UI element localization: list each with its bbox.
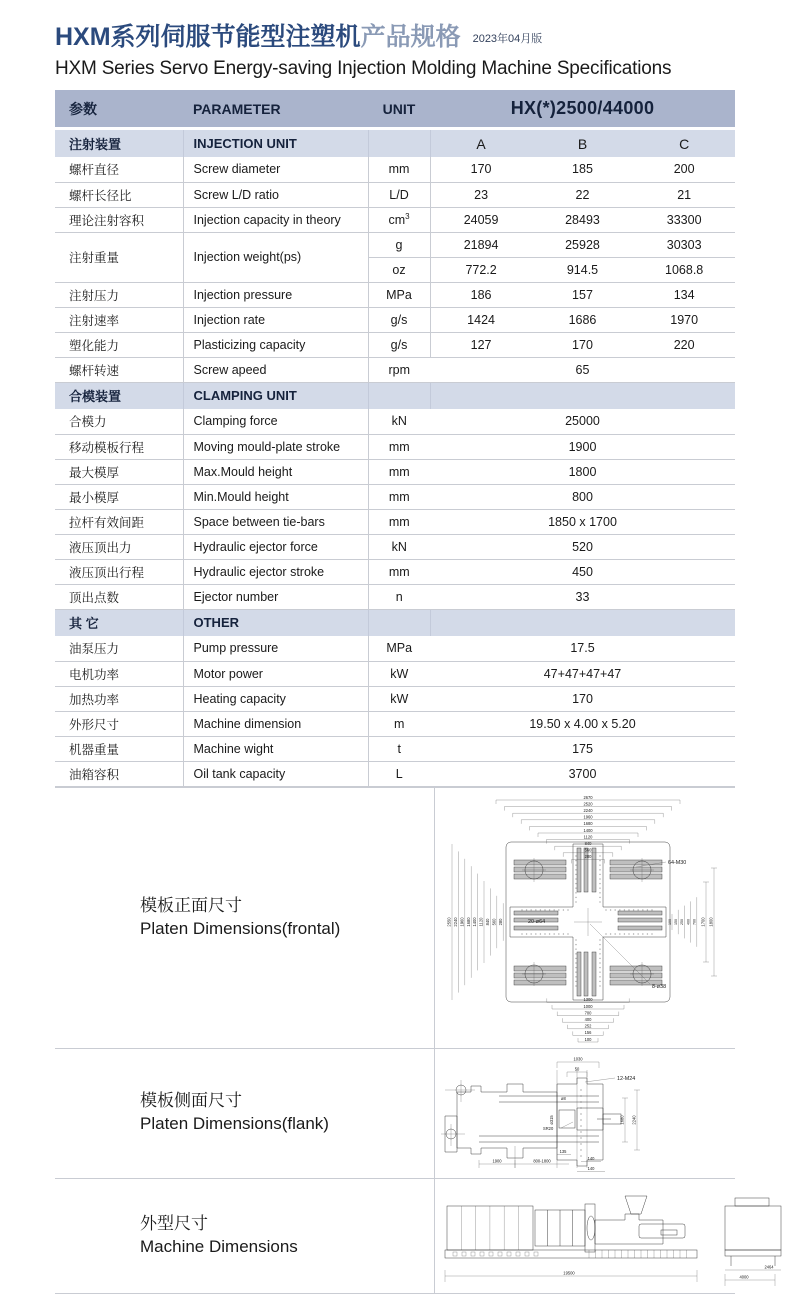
svg-text:1120: 1120 [584,834,594,839]
drawing-label-frontal [55,788,435,1048]
row-label-cn: 液压顶出行程 [55,559,183,584]
row-unit: g/s [368,307,430,332]
row-label-cn: 最大模厚 [55,459,183,484]
drawing-row-machine [55,1179,735,1294]
section-title-cn: 合模装置 [55,382,183,409]
row-value-merged: 1800 [430,459,735,484]
row-value-a: 186 [430,282,532,307]
row-unit: kW [368,686,430,711]
section-row [55,609,735,636]
row-unit: L/D [368,182,430,207]
row-label-cn: 移动模板行程 [55,434,183,459]
svg-text:156: 156 [585,1030,593,1035]
row-value-a: 1424 [430,307,532,332]
table-header-row [55,90,735,127]
row-label-cn: 电机功率 [55,661,183,686]
row-value-merged: 800 [430,484,735,509]
svg-text:800-1800: 800-1800 [533,1159,551,1164]
section-title-en: INJECTION UNIT [183,130,368,157]
row-value-a: 772.2 [430,257,532,282]
variant-label-c [633,382,735,409]
row-label-en: Ejector number [183,584,368,609]
svg-text:2670: 2670 [583,794,593,799]
row-value-a: 127 [430,332,532,357]
drawing-row-flank [55,1049,735,1179]
row-unit: m [368,711,430,736]
section-row [55,130,735,157]
header-unit: UNIT [368,90,430,127]
row-unit: mm [368,434,430,459]
drawing-label-machine-cn: 外型尺寸 [140,1213,434,1236]
svg-text:2550: 2550 [447,916,452,926]
drawing-frontal-platen [435,788,735,1048]
svg-text:700: 700 [585,1010,593,1015]
row-label-cn: 注射重量 [55,232,183,282]
row-label-cn: 合模力 [55,409,183,434]
svg-text:140: 140 [588,1166,596,1171]
section-unit-blank [368,609,430,636]
row-value-a: 24059 [430,207,532,232]
row-unit: MPa [368,282,430,307]
row-value-c: 30303 [633,232,735,257]
svg-text:1000: 1000 [583,1003,593,1008]
row-value-merged: 3700 [430,761,735,786]
row-label-cn: 外形尺寸 [55,711,183,736]
row-unit: MPa [368,636,430,661]
row-label-en: Oil tank capacity [183,761,368,786]
svg-text:100: 100 [585,1036,593,1041]
row-label-cn: 螺杆长径比 [55,182,183,207]
row-label-cn: 顶出点数 [55,584,183,609]
row-value-c: 134 [633,282,735,307]
table-row [55,282,735,307]
row-label-en: Hydraulic ejector force [183,534,368,559]
row-unit: mm [368,509,430,534]
row-value-merged: 19.50 x 4.00 x 5.20 [430,711,735,736]
row-unit: rpm [368,357,430,382]
row-unit: g/s [368,332,430,357]
drawing-label-frontal-cn: 模板正面尺寸 [140,895,434,918]
row-value-merged: 25000 [430,409,735,434]
row-label-en: Pump pressure [183,636,368,661]
drawing-label-flank [55,1049,435,1178]
row-unit: mm [368,459,430,484]
row-value-b: 28493 [532,207,634,232]
section-title-cn: 其 它 [55,609,183,636]
row-value-merged: 65 [430,357,735,382]
flank-platen-svg [439,1050,731,1176]
svg-text:2240: 2240 [583,808,593,813]
table-row [55,182,735,207]
table-row [55,686,735,711]
svg-text:280: 280 [585,854,593,859]
row-label-en: Motor power [183,661,368,686]
row-unit: t [368,736,430,761]
drawing-label-frontal-en: Platen Dimensions(frontal) [140,918,434,941]
title-chinese-main: HXM系列伺服节能型注塑机 [55,17,361,53]
row-label-cn: 油箱容积 [55,761,183,786]
svg-text:50: 50 [575,1067,580,1072]
svg-text:700: 700 [693,919,697,925]
svg-text:1900: 1900 [492,1159,502,1164]
variant-label-a: A [430,130,532,157]
drawing-label-flank-cn: 模板侧面尺寸 [140,1090,434,1113]
row-value-a: 23 [430,182,532,207]
svg-text:1700: 1700 [701,916,706,926]
svg-text:252: 252 [585,1023,593,1028]
row-unit: mm [368,157,430,182]
machine-dimensions-svg [439,1180,731,1292]
svg-text:1800: 1800 [709,916,714,926]
row-unit: mm [368,559,430,584]
row-unit: $cm^3$ [368,207,430,232]
row-value-c: 1068.8 [633,257,735,282]
row-value-merged: 1900 [430,434,735,459]
table-row [55,232,735,257]
svg-text:20-ø64: 20-ø64 [528,919,545,925]
row-label-cn: 注射压力 [55,282,183,307]
section-row [55,382,735,409]
drawing-machine-dimensions [435,1179,735,1293]
svg-text:1120: 1120 [479,916,484,926]
title-chinese-sub: 产品规格 [361,17,461,53]
row-label-cn: 拉杆有效间距 [55,509,183,534]
svg-text:560: 560 [491,917,496,925]
row-label-en: Injection capacity in theory [183,207,368,232]
svg-text:840: 840 [585,841,593,846]
row-unit: kN [368,409,430,434]
row-label-en: Clamping force [183,409,368,434]
row-unit: g [368,232,430,257]
table-row [55,761,735,786]
row-label-en: Space between tie-bars [183,509,368,534]
svg-text:2520: 2520 [583,801,593,806]
row-label-cn: 螺杆直径 [55,157,183,182]
row-value-b: 1686 [532,307,634,332]
table-row [55,736,735,761]
row-label-cn: 塑化能力 [55,332,183,357]
row-value-merged: 450 [430,559,735,584]
row-label-en: Plasticizing capacity [183,332,368,357]
row-label-en: Screw apeed [183,357,368,382]
variant-label-a [430,609,532,636]
drawing-label-machine [55,1179,435,1293]
table-row [55,307,735,332]
drawing-label-machine-en: Machine Dimensions [140,1236,434,1259]
row-label-cn: 最小模厚 [55,484,183,509]
svg-text:64-M30: 64-M30 [668,860,686,866]
row-value-merged: 17.5 [430,636,735,661]
svg-text:SR20: SR20 [543,1126,554,1131]
variant-label-b [532,382,634,409]
table-row [55,534,735,559]
svg-text:400: 400 [686,919,690,925]
row-value-c: 200 [633,157,735,182]
title-english: HXM Series Servo Energy-saving Injection Molding Machine Specifications [55,58,735,80]
svg-text:150: 150 [674,919,678,925]
svg-text:ø315: ø315 [549,1115,554,1125]
row-value-merged: 33 [430,584,735,609]
svg-text:2240: 2240 [632,1115,637,1125]
svg-text:400: 400 [585,1017,593,1022]
row-label-en: Heating capacity [183,686,368,711]
row-label-en: Hydraulic ejector stroke [183,559,368,584]
svg-text:12-M24: 12-M24 [617,1076,635,1082]
title-primary-line [55,17,735,53]
svg-text:135: 135 [560,1149,568,1154]
drawing-label-flank-en: Platen Dimensions(flank) [140,1113,434,1136]
row-value-c: 21 [633,182,735,207]
svg-text:8-ø38: 8-ø38 [652,984,666,990]
svg-text:2464: 2464 [764,1264,774,1269]
row-value-a: 21894 [430,232,532,257]
row-unit: mm [368,484,430,509]
document-header [55,0,735,80]
row-label-cn: 理论注射容积 [55,207,183,232]
table-row [55,711,735,736]
section-title-en: OTHER [183,609,368,636]
table-row [55,409,735,434]
row-label-cn: 机器重量 [55,736,183,761]
svg-text:1680: 1680 [620,1115,625,1125]
table-row [55,484,735,509]
row-value-merged: 175 [430,736,735,761]
table-row [55,636,735,661]
svg-text:ø8: ø8 [561,1096,567,1101]
row-label-en: Screw L/D ratio [183,182,368,207]
row-label-en: Moving mould-plate stroke [183,434,368,459]
table-row [55,357,735,382]
specifications-table [55,90,735,787]
table-row [55,559,735,584]
row-unit: kN [368,534,430,559]
edition-date: 2023年04月版 [473,30,543,46]
row-label-en: Injection weight(ps) [183,232,368,282]
header-param-cn: 参数 [55,90,183,127]
table-row [55,661,735,686]
row-value-merged: 1850 x 1700 [430,509,735,534]
row-value-b: 22 [532,182,634,207]
svg-text:280: 280 [498,917,503,925]
section-title-en: CLAMPING UNIT [183,382,368,409]
drawing-row-frontal [55,787,735,1049]
row-unit: oz [368,257,430,282]
row-value-merged: 520 [430,534,735,559]
svg-text:19500: 19500 [563,1270,575,1275]
row-value-b: 25928 [532,232,634,257]
row-value-merged: 170 [430,686,735,711]
variant-label-c: C [633,130,735,157]
row-value-a: 170 [430,157,532,182]
svg-text:1400: 1400 [472,916,477,926]
row-label-cn: 油泵压力 [55,636,183,661]
row-value-b: 157 [532,282,634,307]
svg-text:840: 840 [485,917,490,925]
table-row [55,332,735,357]
section-unit-blank [368,130,430,157]
row-label-en: Screw diameter [183,157,368,182]
drawing-flank-platen [435,1049,735,1178]
row-value-b: 185 [532,157,634,182]
row-value-c: 1970 [633,307,735,332]
svg-text:1960: 1960 [459,916,464,926]
svg-text:250: 250 [680,919,684,925]
svg-text:1960: 1960 [583,814,593,819]
row-value-merged: 47+47+47+47 [430,661,735,686]
svg-text:4000: 4000 [739,1274,749,1279]
row-label-cn: 螺杆转速 [55,357,183,382]
svg-text:1680: 1680 [583,821,593,826]
table-row [55,157,735,182]
row-label-en: Injection rate [183,307,368,332]
row-label-cn: 加热功率 [55,686,183,711]
row-value-b: 914.5 [532,257,634,282]
section-unit-blank [368,382,430,409]
header-param-en: PARAMETER [183,90,368,127]
row-unit: n [368,584,430,609]
table-row [55,509,735,534]
table-row [55,584,735,609]
table-row [55,459,735,484]
table-row [55,434,735,459]
row-unit: L [368,761,430,786]
svg-text:1030: 1030 [573,1057,583,1062]
svg-text:100: 100 [668,919,672,925]
svg-text:140: 140 [588,1156,596,1161]
row-value-b: 170 [532,332,634,357]
svg-text:1300: 1300 [583,997,593,1002]
svg-text:2240: 2240 [453,916,458,926]
section-title-cn: 注射装置 [55,130,183,157]
row-label-cn: 注射速率 [55,307,183,332]
variant-label-b: B [532,130,634,157]
row-label-en: Machine dimension [183,711,368,736]
row-label-en: Injection pressure [183,282,368,307]
variant-label-c [633,609,735,636]
row-value-c: 33300 [633,207,735,232]
variant-label-b [532,609,634,636]
svg-text:560: 560 [585,847,593,852]
row-unit: kW [368,661,430,686]
row-label-en: Min.Mould height [183,484,368,509]
row-label-en: Machine wight [183,736,368,761]
svg-text:1400: 1400 [583,827,593,832]
table-row [55,207,735,232]
frontal-platen-svg [440,790,730,1046]
header-model: HX(*)2500/44000 [430,90,735,127]
row-label-en: Max.Mould height [183,459,368,484]
row-label-cn: 液压顶出力 [55,534,183,559]
row-value-c: 220 [633,332,735,357]
svg-text:1680: 1680 [466,916,471,926]
variant-label-a [430,382,532,409]
